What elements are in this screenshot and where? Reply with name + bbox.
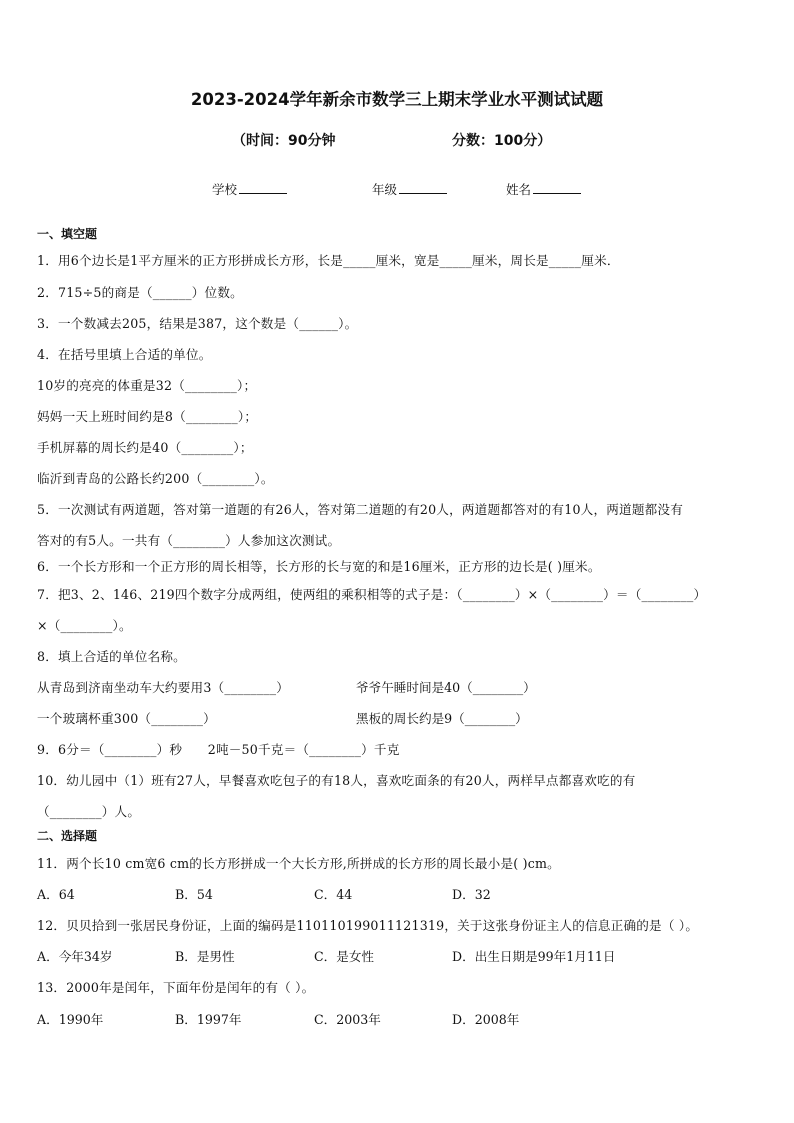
question-9: 9．6分＝（________）秒 2吨－50千克＝（________）千克 xyxy=(37,742,400,757)
school-field[interactable] xyxy=(212,180,287,198)
question-6: 6．一个长方形和一个正方形的周长相等，长方形的长与宽的和是16厘米，正方形的边长是( )厘米。 xyxy=(37,559,601,574)
question-13-option-b[interactable]: B．1997年 xyxy=(175,1012,242,1027)
question-12-option-a[interactable]: A．今年34岁 xyxy=(37,949,113,964)
school-label: 学校 xyxy=(212,182,238,197)
question-8-c: 一个玻璃杯重300（________） xyxy=(37,711,216,726)
section-heading-fill: 一、填空题 xyxy=(37,227,98,241)
question-10-line-1: 10．幼儿园中（1）班有27人，早餐喜欢吃包子的有18人，喜欢吃面条的有20人，两样早点都喜欢吃的有 xyxy=(37,773,636,788)
question-11-option-a[interactable]: A．64 xyxy=(37,887,75,902)
question-8-a: 从青岛到济南坐动车大约要用3（________） xyxy=(37,680,290,695)
school-blank[interactable] xyxy=(239,181,287,194)
question-13-option-d[interactable]: D．2008年 xyxy=(452,1012,520,1027)
question-11-option-c[interactable]: C．44 xyxy=(314,887,353,902)
question-10-line-2: （________）人。 xyxy=(37,804,141,819)
question-8-d: 黑板的周长约是9（________） xyxy=(356,711,528,726)
question-5-line-2: 答对的有5人。一共有（________）人参加这次测试。 xyxy=(37,533,341,548)
name-blank[interactable] xyxy=(533,181,581,194)
question-12-option-c[interactable]: C．是女性 xyxy=(314,949,375,964)
question-12: 12．贝贝拾到一张居民身份证，上面的编码是110110199011121319，关于这张身份证主人的信息正确的是（ ）。 xyxy=(37,918,699,933)
question-13-option-a[interactable]: A．1990年 xyxy=(37,1012,104,1027)
question-2: 2．715÷5的商是（______）位数。 xyxy=(37,285,243,300)
question-4-b: 妈妈一天上班时间约是8（________）； xyxy=(37,409,258,424)
question-4-a: 10岁的亮亮的体重是32（________）； xyxy=(37,378,257,393)
question-13-option-c[interactable]: C．2003年 xyxy=(314,1012,381,1027)
question-11-option-d[interactable]: D．32 xyxy=(452,887,491,902)
question-11: 11．两个长10 cm宽6 cm的长方形拼成一个大长方形,所拼成的长方形的周长最小是( )cm。 xyxy=(37,856,560,871)
time-limit: （时间：90分钟 xyxy=(232,133,336,149)
question-8-stem: 8．填上合适的单位名称。 xyxy=(37,649,186,664)
question-13: 13．2000年是闰年，下面年份是闰年的有（ ）。 xyxy=(37,980,315,995)
question-5-line-1: 5．一次测试有两道题，答对第一道题的有26人，答对第二道题的有20人，两道题都答对的有10人，两道题都没有 xyxy=(37,502,683,517)
question-1: 1．用6个边长是1平方厘米的正方形拼成长方形，长是_____厘米，宽是_____厘米，周长是_____厘米． xyxy=(37,253,620,268)
question-7-line-1: 7．把3、2、146、219四个数字分成两组，使两组的乘积相等的式子是：（________）×（________）＝（________） xyxy=(37,587,707,602)
question-12-option-b[interactable]: B．是男性 xyxy=(175,949,235,964)
question-11-option-b[interactable]: B．54 xyxy=(175,887,213,902)
total-score: 分数：100分） xyxy=(452,133,552,149)
name-label: 姓名 xyxy=(506,182,532,197)
question-4-c: 手机屏幕的周长约是40（________）； xyxy=(37,440,253,455)
question-3: 3．一个数减去205，结果是387，这个数是（______）。 xyxy=(37,316,358,331)
name-field[interactable] xyxy=(506,180,581,198)
question-7-line-2: ×（________）。 xyxy=(37,618,132,633)
grade-label: 年级 xyxy=(372,182,398,197)
question-4-stem: 4．在括号里填上合适的单位。 xyxy=(37,347,212,362)
page-title: 2023-2024学年新余市数学三上期末学业水平测试试题 xyxy=(190,90,604,109)
question-4-d: 临沂到青岛的公路长约200（________）。 xyxy=(37,471,274,486)
grade-blank[interactable] xyxy=(399,181,447,194)
grade-field[interactable] xyxy=(372,180,447,198)
question-8-b: 爷爷午睡时间是40（________） xyxy=(356,680,536,695)
section-heading-choice: 二、选择题 xyxy=(37,829,98,843)
question-12-option-d[interactable]: D．出生日期是99年1月11日 xyxy=(452,949,616,964)
